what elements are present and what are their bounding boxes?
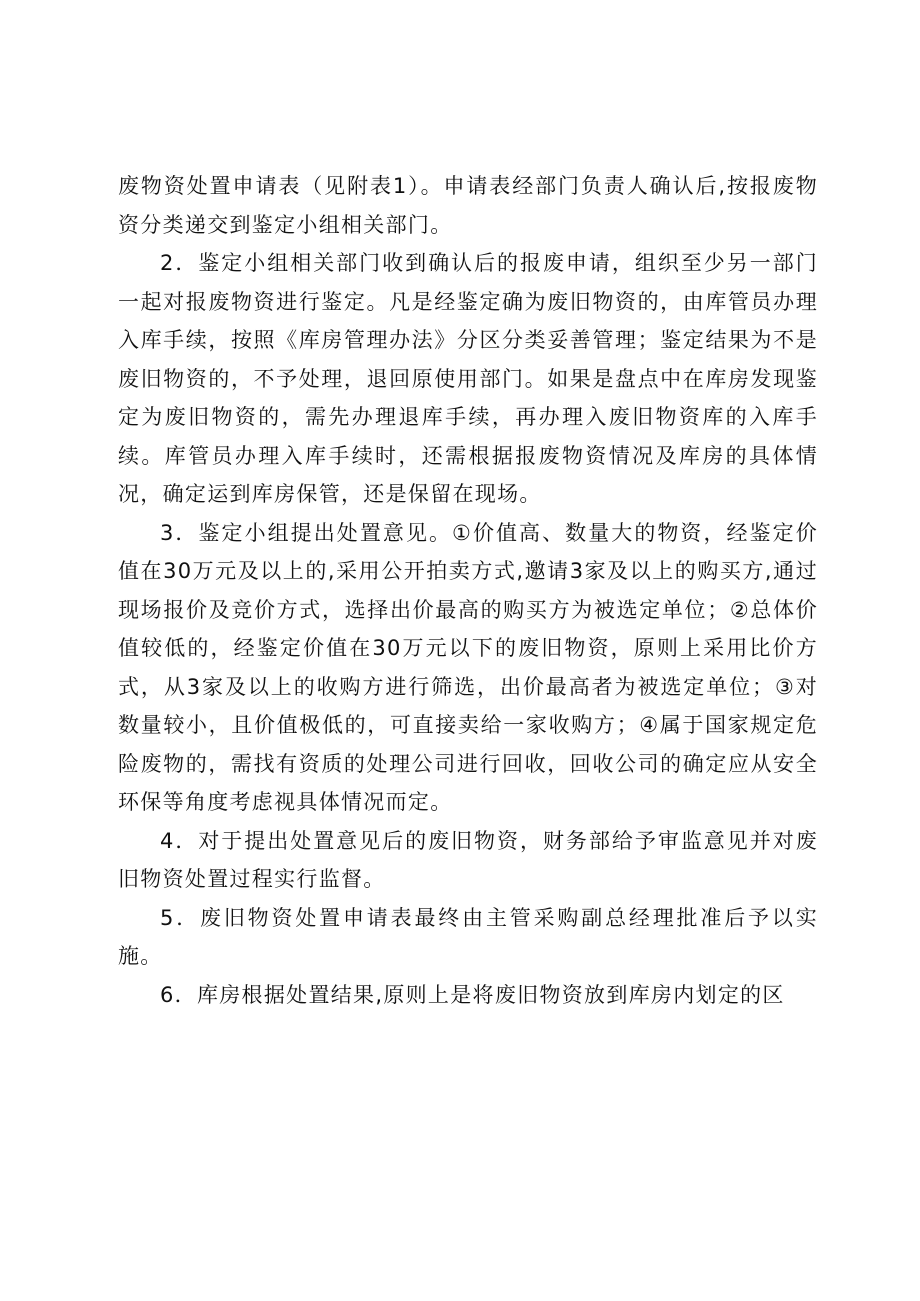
paragraph-item-4: 4．对于提出处置意见后的废旧物资，财务部给予审监意见并对废旧物资处置过程实行监督。 [118,828,818,891]
paragraph-item-6: 6．库房根据处置结果,原则上是将废旧物资放到库房内划定的区 [160,982,785,1007]
paragraph-item-2: 2．鉴定小组相关部门收到确认后的报废申请，组织至少另一部门一起对报废物资进行鉴定。凡是经鉴定确为废旧物资的，由库管员办理入库手续，按照《库房管理办法》分区分类妥善管理；鉴定结果为不是废旧物资的，不予处理，退回原使用部门。如果是盘点中在库房发现鉴定为废旧物资的，需先办理退库手续，再办理入废旧物资库的入库手续。库管员办理入库手续时，还需根据报废物资情况及库房的具体情况，确定运到库房保管，还是保留在现场。 [118,251,818,506]
document-body [118,167,818,1014]
paragraph-continuation: 废物资处置申请表（见附表1）。申请表经部门负责人确认后,按报废物资分类递交到鉴定小组相关部门。 [118,174,818,237]
paragraph-item-3: 3．鉴定小组提出处置意见。①价值高、数量大的物资，经鉴定价值在30万元及以上的,采用公开拍卖方式,邀请3家及以上的购买方,通过现场报价及竞价方式，选择出价最高的购买方为被选定单位；②总体价值较低的，经鉴定价值在30万元以下的废旧物资，原则上采用比价方式，从3家及以上的收购方进行筛选，出价最高者为被选定单位；③对数量较小，且价值极低的，可直接卖给一家收购方；④属于国家规定危险废物的，需找有资质的处理公司进行回收，回收公司的确定应从安全环保等角度考虑视具体情况而定。 [118,520,818,814]
paragraph-item-5: 5．废旧物资处置申请表最终由主管采购副总经理批准后予以实施。 [118,905,818,968]
